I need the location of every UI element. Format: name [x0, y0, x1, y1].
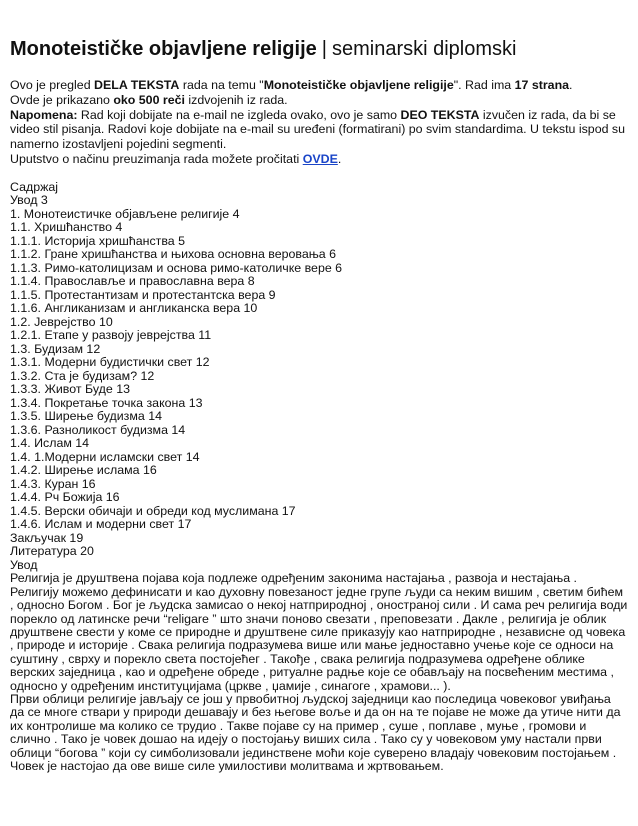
intro-text: izvučen iz rada, da bi se video stil pisanja. Radovi koje dobijate na e-mail su uređeni (formatirani) po svim standardima. U tekstu ispod su namerno izostavljeni pojedini segmenti.: [10, 107, 626, 152]
toc-item: 1.3. Будизам 12: [10, 341, 101, 356]
intro-emphasis: DELA TEKSTA: [94, 78, 180, 92]
toc-item: Литература 20: [10, 544, 94, 559]
body-paragraph-2: Први облици религије јављају се још у првобитној људској заједници као последица човековог увиђања да се многе ствари у природи дешавају и без његове воље и да он на те појаве не може да утиче нити да их контролише ма колико се трудио . Такве појаве су на пример , суше , поплаве , муње , громови и слично . Тако је човек дошао на идеју о постојању виших сила . Тако су у човековом уму настали први облици “богова ” који су симболизовали јединствене моћи које суверено владају човековим постојањем . Човек је настојао да ове више силе умилостиви молитвама и жртвовањем.: [10, 691, 621, 773]
toc-item: 1.2.1. Етапе у развоју јеврејства 11: [10, 328, 212, 343]
toc-item: Закључак 19: [10, 530, 84, 545]
toc-item: 1.1.2. Гране хришћанства и њихова основна веровања 6: [10, 247, 337, 262]
toc-item: Увод: [10, 557, 38, 572]
toc-item: 1.4.2. Ширење ислама 16: [10, 463, 157, 478]
toc-item: 1.3.5. Ширење будизма 14: [10, 409, 162, 424]
toc-item: 1.4. 1.Модерни исламски свет 14: [10, 449, 200, 464]
note-label: Napomena:: [10, 107, 78, 122]
toc-item: 1.3.4. Покретање точка закона 13: [10, 395, 203, 410]
toc-item: 1.4.3. Куран 16: [10, 476, 96, 491]
intro-note: [10, 108, 628, 152]
intro-text: izdvojenih iz rada.: [184, 92, 288, 107]
toc-item: Увод 3: [10, 193, 48, 208]
toc-item: 1.1.3. Римо-католицизам и основа римо-католичке вере 6: [10, 260, 343, 275]
title-separator: |: [321, 38, 327, 60]
toc-item: 1. Монотеистичке објављене религије 4: [10, 206, 240, 221]
toc-item: 1.3.1. Модерни будистички свет 12: [10, 355, 210, 370]
intro-text: Ovo je pregled: [10, 78, 95, 92]
body-paragraph-1: Религија је друштвена појава која подлеже одређеним законима настајања , развоја и нестајања . Религију можемо дефинисати и као духовну повезаност једне групе људи са неким вишим , светим бићем , односно Богом . Бог је људска замисао о некој натприродној , оностраној сили . И сама реч религија води порекло од латинске речи “religare ” што значи поново свезати , преповезати . Дакле , религија је облик друштвене свести у коме се природне и друштвене силе приказују као натприродне , независне од човека , природе и историје . Свака религија подразумева више или мање једноставно учење које се односи на суштину , сврху и порекло света постојећег . Такође , свака религија подразумева одређене облике верских заједница , као и одређене обреде , ритуалне радње које се обављају на посвећеним местима , односно у одређеним институцијама (цркве , џамије , синагоге , храмови... ).: [10, 571, 628, 693]
title-subtitle: seminarski diplomski: [331, 38, 517, 60]
intro-topic: Monoteističke objavljene religije: [263, 78, 454, 92]
toc-item: 1.1.4. Православље и православна вера 8: [10, 274, 255, 289]
toc-item: 1.1.1. Историја хришћанства 5: [10, 233, 185, 248]
intro-page-count: 17 strana: [514, 78, 570, 92]
toc-item: 1.4.6. Ислам и модерни свет 17: [10, 517, 192, 532]
intro-instructions-line: [10, 152, 628, 167]
instructions-link[interactable]: OVDE: [302, 151, 338, 166]
toc-heading: Садржај: [10, 179, 59, 194]
toc-item: 1.1.5. Протестантизам и протестантска вера 9: [10, 287, 276, 302]
intro-emphasis: DEO TEKSTA: [400, 107, 480, 122]
toc-item: 1.1. Хришћанство 4: [10, 220, 123, 235]
toc-item: 1.3.6. Разноликост будизма 14: [10, 422, 186, 437]
page-title: [10, 36, 628, 62]
toc-item: 1.3.3. Живот Буде 13: [10, 382, 130, 397]
body-text: [10, 572, 628, 773]
intro-text: .: [569, 78, 573, 92]
intro-text: Uputstvo o načinu preuzimanja rada možete pročitati: [10, 151, 303, 166]
title-main: Monoteističke objavljene religije: [10, 38, 317, 60]
intro-overview-line: [10, 78, 628, 93]
intro-text: .: [337, 151, 342, 166]
toc-item: 1.4.5. Верски обичаји и обреди код муслимана 17: [10, 503, 296, 518]
intro-word-count: oko 500 reči: [113, 92, 185, 107]
intro-text: Rad koji dobijate na e-mail ne izgleda ovako, ovo je samo: [77, 107, 401, 122]
intro-word-count-line: [10, 93, 628, 108]
table-of-contents: [10, 181, 628, 573]
intro-block: [10, 78, 628, 167]
toc-item: 1.2. Јеврејство 10: [10, 314, 113, 329]
toc-item: 1.3.2. Ста је будизам? 12: [10, 368, 155, 383]
intro-text: Ovde je prikazano: [10, 92, 114, 107]
intro-text: ". Rad ima: [453, 78, 515, 92]
toc-item: 1.4.4. Рч Божија 16: [10, 490, 120, 505]
toc-item: 1.4. Ислам 14: [10, 436, 90, 451]
toc-item: 1.1.6. Англиканизам и англиканска вера 10: [10, 301, 258, 316]
intro-text: rada na temu ": [179, 78, 264, 92]
